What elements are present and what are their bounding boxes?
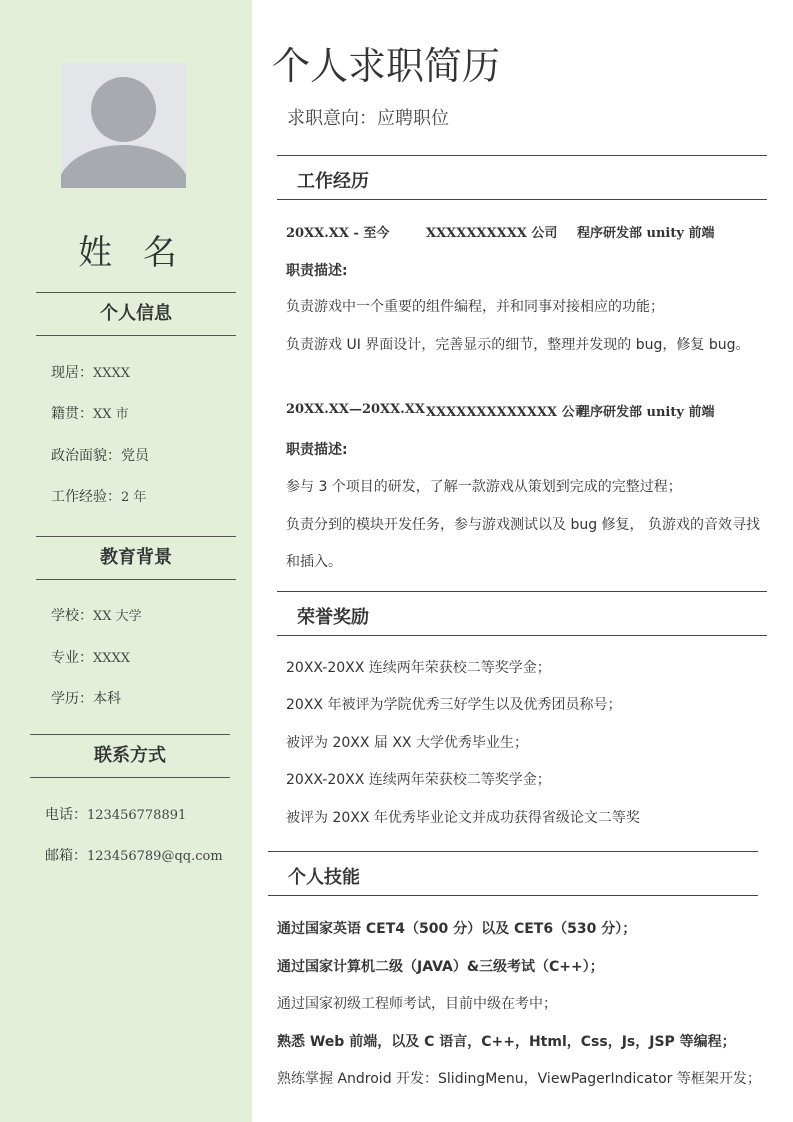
skills-heading: 个人技能 (268, 851, 758, 896)
contact-email: 邮箱：123456789@qq.com (45, 848, 223, 864)
info-hometown: 籍贯：XX 市 (51, 406, 129, 422)
job1-duty-line: 负责游戏中一个重要的组件编程，并和同事对接相应的功能； (286, 299, 664, 315)
job1-duty-line: 负责游戏 UI 界面设计，完善显示的细节，整理并发现的 bug，修复 bug。 (286, 337, 750, 353)
job2-duty-line: 负责分到的模块开发任务，参与游戏测试以及 bug 修复， 负游戏的音效寻找 (286, 517, 760, 533)
info-work-experience: 工作经验：2 年 (51, 489, 147, 505)
education-heading: 教育背景 (36, 536, 236, 580)
skill-item: 通过国家初级工程师考试，目前中级在考中； (277, 996, 557, 1012)
info-political-status: 政治面貌：党员 (51, 448, 149, 464)
honor-item: 20XX-20XX 连续两年荣获校二等奖学金； (286, 772, 551, 788)
edu-school: 学校：XX 大学 (51, 608, 142, 624)
skill-item: 熟悉 Web 前端，以及 C 语言，C++，Html，Css，Js，JSP 等编程； (277, 1034, 736, 1050)
job-intent: 求职意向：应聘职位 (287, 108, 449, 129)
honor-item: 20XX 年被评为学院优秀三好学生以及优秀团员称号； (286, 697, 622, 713)
avatar-placeholder (61, 63, 186, 188)
job2-duty-line: 和插入。 (286, 554, 342, 570)
job2-header: 20XX.XX—20XX.XX XXXXXXXXXXXXX 公司 程序研发部 unity 前端 (286, 402, 715, 420)
honors-heading: 荣誉奖励 (277, 591, 767, 636)
resume-title: 个人求职简历 (272, 44, 501, 88)
contact-phone: 电话：123456778891 (45, 807, 187, 823)
edu-major: 专业：XXXX (51, 650, 131, 666)
contact-heading: 联系方式 (30, 734, 230, 778)
honor-item: 20XX-20XX 连续两年荣获校二等奖学金； (286, 660, 551, 676)
job1-header: 20XX.XX - 至今 XXXXXXXXXX 公司 程序研发部 unity 前端 (286, 226, 715, 241)
job2-duty-line: 参与 3 个项目的研发，了解一款游戏从策划到完成的完整过程； (286, 479, 682, 495)
skill-item: 熟练掌握 Android 开发：SlidingMenu，ViewPagerIndicator 等框架开发； (277, 1071, 761, 1087)
job1-duty-label: 职责描述: (286, 263, 348, 279)
avatar-head-shape (91, 77, 156, 142)
job2-duty-label: 职责描述: (286, 442, 348, 458)
honor-item: 被评为 20XX 年优秀毕业论文并成功获得省级论文二等奖 (286, 810, 640, 826)
edu-degree: 学历：本科 (51, 691, 121, 707)
candidate-name: 姓 名 (78, 233, 187, 273)
personal-info-heading: 个人信息 (36, 292, 236, 336)
info-residence: 现居：XXXX (51, 365, 131, 381)
sidebar (0, 0, 252, 1122)
honor-item: 被评为 20XX 届 XX 大学优秀毕业生； (286, 735, 528, 751)
skill-item: 通过国家英语 CET4（500 分）以及 CET6（530 分）； (277, 921, 637, 937)
avatar-body-shape (61, 145, 186, 188)
skill-item: 通过国家计算机二级（JAVA）&三级考试（C++）； (277, 959, 604, 975)
work-heading: 工作经历 (277, 155, 767, 200)
